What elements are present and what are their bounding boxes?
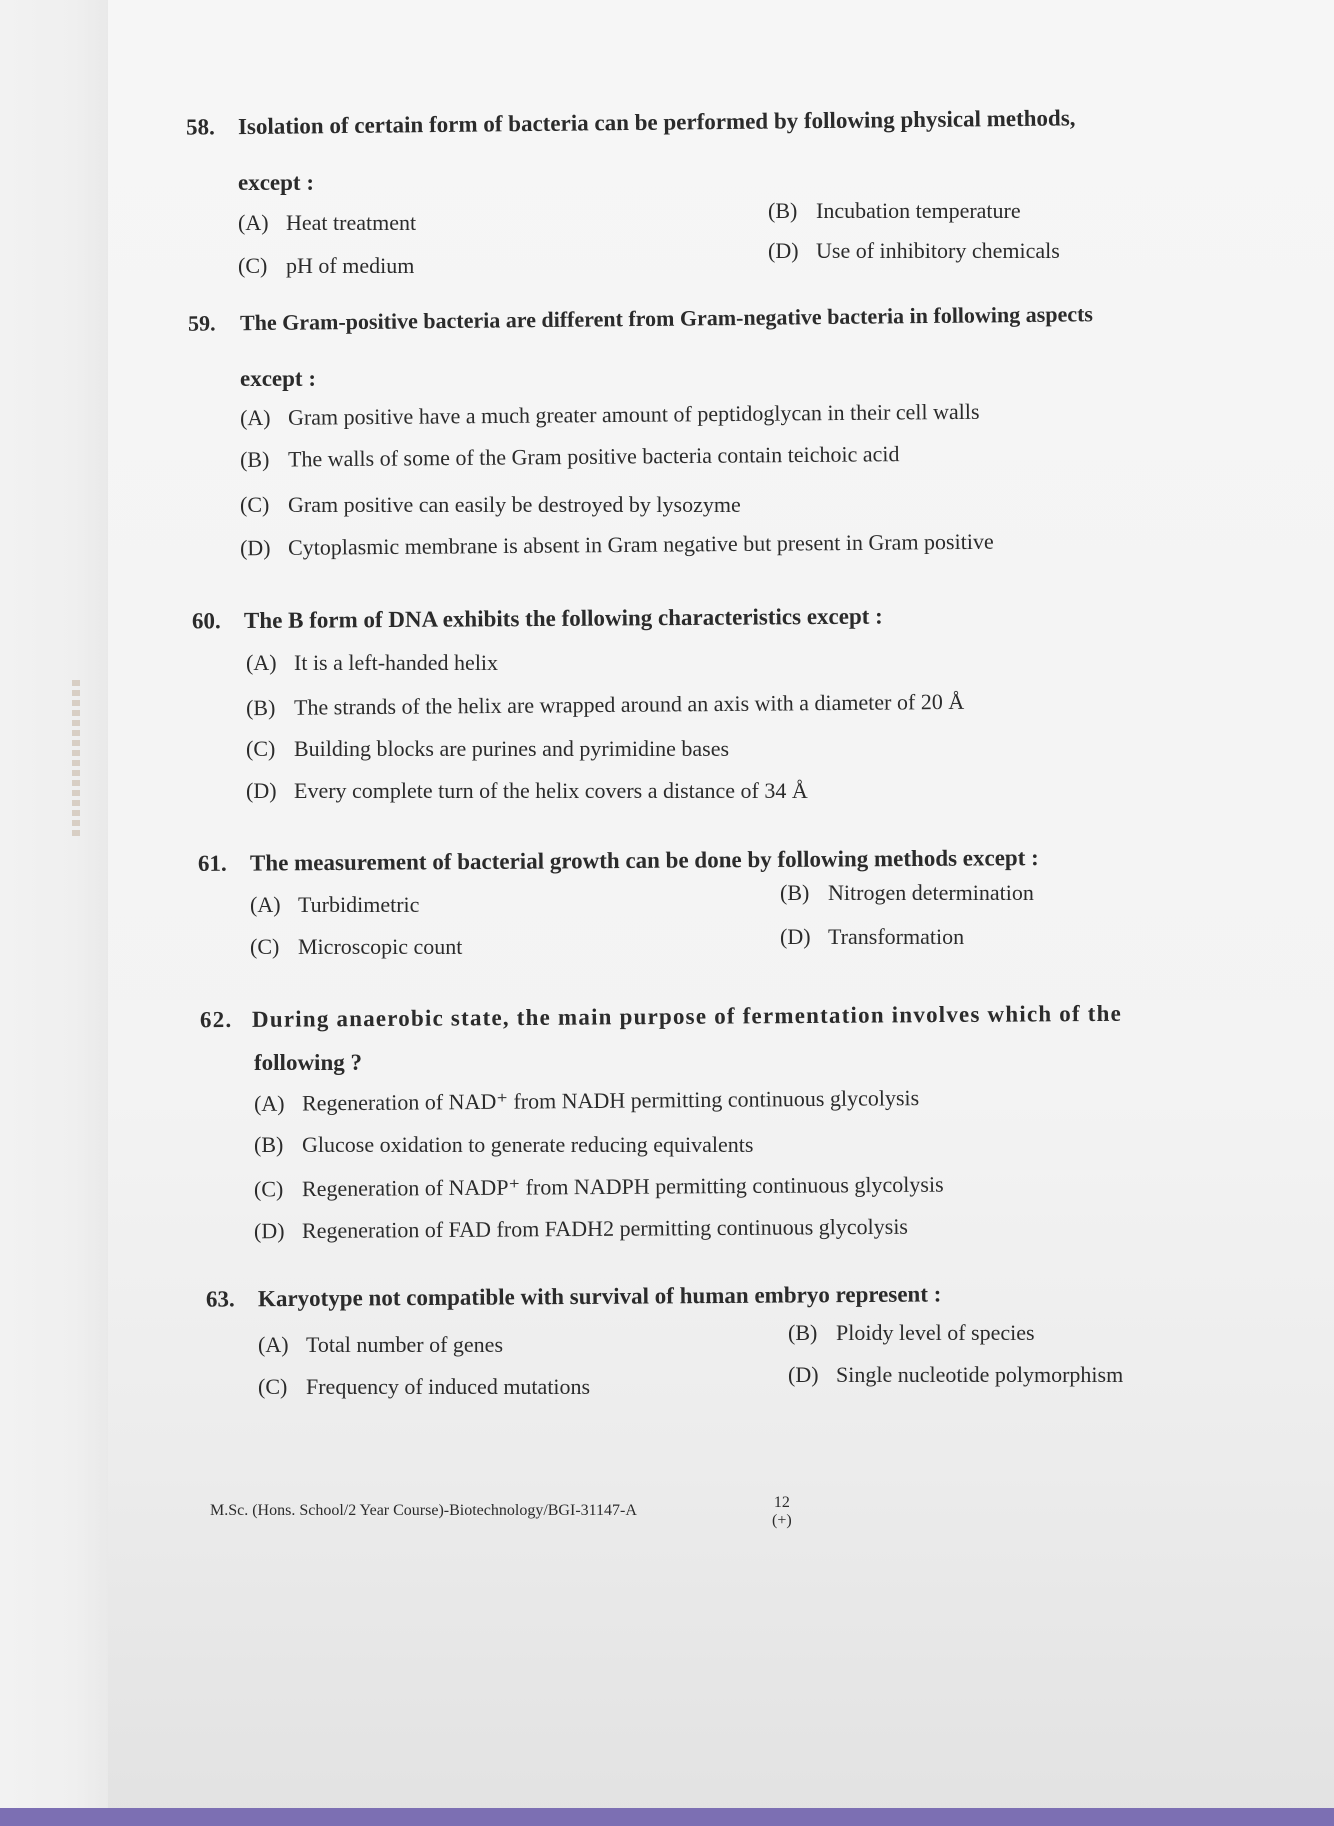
option-c: (C) Microscopic count xyxy=(250,934,463,959)
question-stem-line: except : xyxy=(238,170,314,195)
option-b: (B) Nitrogen determination xyxy=(780,880,1034,905)
option-c: (C) Frequency of induced mutations xyxy=(258,1374,591,1399)
option-a: (A) Regeneration of NAD⁺ from NADH permitting continuous glycolysis xyxy=(253,1085,920,1116)
option-c: (C) Gram positive can easily be destroyed by lysozyme xyxy=(240,492,741,517)
option-d: (D) Regeneration of FAD from FADH2 permitting continuous glycolysis xyxy=(253,1213,909,1244)
page-number: 12 (+) xyxy=(772,1494,792,1529)
option-a: (A) Gram positive have a much greater amount of peptidoglycan in their cell walls xyxy=(239,398,980,431)
option-a: (A) Heat treatment xyxy=(238,210,417,235)
question-stem-line: 62. During anaerobic state, the main purpose of fermentation involves which of the xyxy=(199,1000,1123,1033)
option-c: (C) Regeneration of NADP⁺ from NADPH permitting continuous glycolysis xyxy=(253,1171,944,1202)
option-d: (D) Use of inhibitory chemicals xyxy=(768,238,1060,263)
page-left-margin xyxy=(0,0,108,1826)
option-a: (A) It is a left-handed helix xyxy=(246,650,499,675)
option-b: (B) Ploidy level of species xyxy=(788,1320,1035,1345)
footer-course-code: M.Sc. (Hons. School/2 Year Course)-Biotechnology/BGI-31147-A xyxy=(210,1502,637,1519)
option-a: (A) Turbidimetric xyxy=(250,892,420,917)
option-c: (C) Building blocks are purines and pyrimidine bases xyxy=(246,736,730,761)
question-number: 62. xyxy=(199,1006,233,1033)
question-stem-line: 59. The Gram-positive bacteria are different from Gram-negative bacteria in following aspects xyxy=(187,301,1094,336)
question-number: 59. xyxy=(187,310,216,336)
scan-edge xyxy=(0,1808,1334,1826)
option-d: (D) Single nucleotide polymorphism xyxy=(788,1362,1124,1387)
question-stem-line: 60. The B form of DNA exhibits the following characteristics except : xyxy=(191,603,883,634)
question-stem-line: except : xyxy=(240,366,316,391)
question-stem-line: 63. Karyotype not compatible with survival of human embryo represent : xyxy=(205,1281,942,1312)
option-b: (B) Incubation temperature xyxy=(768,198,1021,223)
option-d: (D) Cytoplasmic membrane is absent in Gram negative but present in Gram positive xyxy=(239,528,994,561)
option-d: (D) Every complete turn of the helix covers a distance of 34 Å xyxy=(246,778,808,803)
margin-stamp xyxy=(72,680,80,840)
question-number: 58. xyxy=(185,114,215,140)
question-stem-line: 61. The measurement of bacterial growth can be done by following methods except : xyxy=(197,845,1039,876)
question-stem-line: 58. Isolation of certain form of bacteria can be performed by following physical methods, xyxy=(185,105,1076,140)
option-a: (A) Total number of genes xyxy=(258,1332,504,1357)
option-b: (B) The walls of some of the Gram positive bacteria contain teichoic acid xyxy=(239,441,900,472)
question-number: 60. xyxy=(191,608,221,634)
option-d: (D) Transformation xyxy=(780,924,965,949)
question-number: 61. xyxy=(197,850,227,876)
option-b: (B) The strands of the helix are wrapped around an axis with a diameter of 20 Å xyxy=(245,688,965,721)
question-number: 63. xyxy=(205,1286,235,1312)
question-stem-line: following ? xyxy=(254,1050,362,1075)
option-c: (C) pH of medium xyxy=(238,253,415,278)
option-b: (B) Glucose oxidation to generate reducing equivalents xyxy=(254,1132,754,1157)
